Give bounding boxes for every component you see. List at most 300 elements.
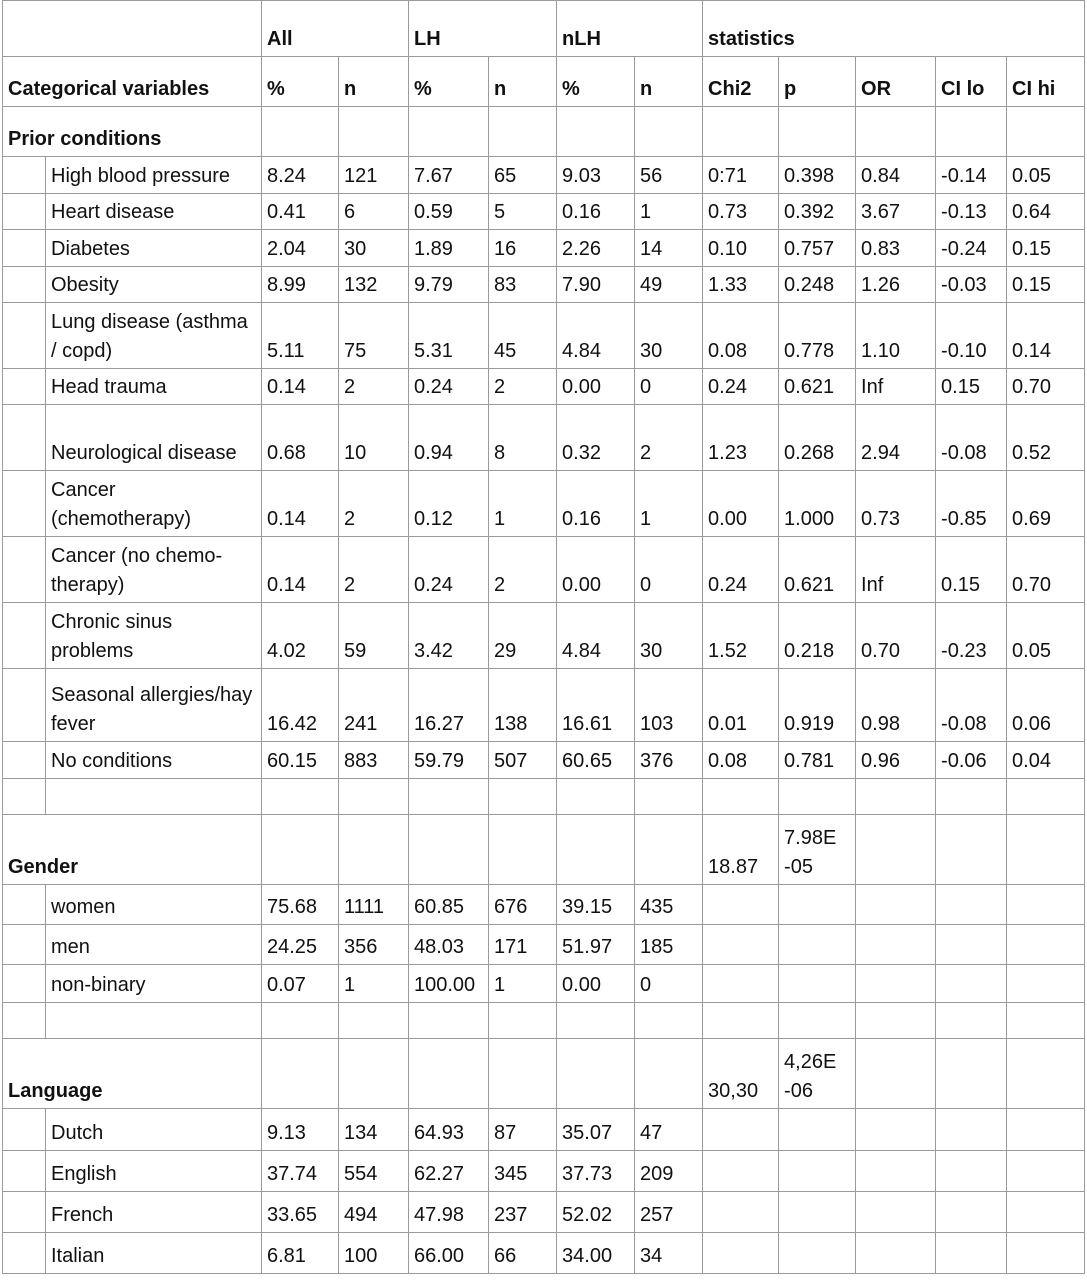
- col-header: OR: [856, 57, 936, 107]
- table-cell: 185: [635, 925, 703, 965]
- table-cell: 134: [339, 1109, 409, 1151]
- table-row: [3, 405, 1085, 471]
- table-row: [3, 267, 1085, 303]
- table-cell: 241: [339, 669, 409, 742]
- indent-cell: [3, 194, 46, 230]
- empty-cell: [703, 1003, 779, 1039]
- empty-cell: [409, 1003, 489, 1039]
- table-cell: 0.218: [779, 603, 856, 669]
- empty-cell: [557, 815, 635, 885]
- empty-cell: [262, 1003, 339, 1039]
- indent-cell: [3, 267, 46, 303]
- section-header-row: [3, 1039, 1085, 1109]
- table-cell: 3.67: [856, 194, 936, 230]
- table-cell: 0.16: [557, 194, 635, 230]
- table-cell: 0.69: [1007, 471, 1085, 537]
- table-cell: 237: [489, 1192, 557, 1233]
- empty-cell: [262, 1039, 339, 1109]
- table-cell: 75.68: [262, 885, 339, 925]
- table-cell: 7.90: [557, 267, 635, 303]
- table-cell: [936, 1233, 1007, 1274]
- table-cell: Inf: [856, 369, 936, 405]
- table-cell: 494: [339, 1192, 409, 1233]
- indent-cell: [3, 369, 46, 405]
- table-cell: 51.97: [557, 925, 635, 965]
- table-cell: 8.24: [262, 157, 339, 194]
- indent-cell: [3, 405, 46, 471]
- col-header: Chi2: [703, 57, 779, 107]
- table-cell: 0.24: [409, 537, 489, 603]
- table-cell: -0.08: [936, 669, 1007, 742]
- data-table: [2, 0, 1085, 1274]
- table-cell: 0: [635, 965, 703, 1003]
- empty-cell: [557, 779, 635, 815]
- col-header: n: [635, 57, 703, 107]
- table-cell: 0.00: [557, 369, 635, 405]
- table-cell: 0.268: [779, 405, 856, 471]
- table-cell: [936, 965, 1007, 1003]
- empty-cell: [489, 107, 557, 157]
- indent-cell: [3, 1192, 46, 1233]
- table-cell: 171: [489, 925, 557, 965]
- table-cell: [703, 965, 779, 1003]
- table-cell: -0.13: [936, 194, 1007, 230]
- table-cell: [703, 1151, 779, 1192]
- empty-cell: [936, 107, 1007, 157]
- table-cell: 66: [489, 1233, 557, 1274]
- table-cell: 0.07: [262, 965, 339, 1003]
- empty-cell: [936, 815, 1007, 885]
- table-cell: [1007, 925, 1085, 965]
- table-cell: 33.65: [262, 1192, 339, 1233]
- table-cell: [856, 1151, 936, 1192]
- table-cell: 0.14: [262, 369, 339, 405]
- col-header: p: [779, 57, 856, 107]
- section-chi2: [703, 107, 779, 157]
- empty-cell: [856, 1003, 936, 1039]
- table-cell: 356: [339, 925, 409, 965]
- table-cell: 1.89: [409, 230, 489, 267]
- table-cell: 0.73: [856, 471, 936, 537]
- row-label: French: [46, 1192, 262, 1233]
- table-cell: [703, 1109, 779, 1151]
- table-cell: 9.03: [557, 157, 635, 194]
- table-cell: 676: [489, 885, 557, 925]
- table-row: [3, 669, 1085, 742]
- table-cell: 209: [635, 1151, 703, 1192]
- table-cell: 2: [635, 405, 703, 471]
- section-header-row: [3, 107, 1085, 157]
- empty-cell: [856, 815, 936, 885]
- empty-cell: [409, 779, 489, 815]
- table-cell: 39.15: [557, 885, 635, 925]
- table-cell: 34: [635, 1233, 703, 1274]
- row-label: men: [46, 925, 262, 965]
- table-cell: 0.05: [1007, 157, 1085, 194]
- table-cell: 45: [489, 303, 557, 369]
- table-cell: 30: [635, 303, 703, 369]
- table-cell: 0.621: [779, 537, 856, 603]
- table-row: [3, 885, 1085, 925]
- row-label: High blood pressure: [46, 157, 262, 194]
- indent-cell: [3, 1233, 46, 1274]
- table-cell: 0.01: [703, 669, 779, 742]
- indent-cell: [3, 230, 46, 267]
- empty-cell: [703, 779, 779, 815]
- table-cell: 0.68: [262, 405, 339, 471]
- col-header: n: [339, 57, 409, 107]
- row-label: Heart disease: [46, 194, 262, 230]
- row-label: non-binary: [46, 965, 262, 1003]
- table-cell: 2: [339, 537, 409, 603]
- table-cell: 0.98: [856, 669, 936, 742]
- table-cell: 0.778: [779, 303, 856, 369]
- table-cell: 24.25: [262, 925, 339, 965]
- empty-cell: [635, 107, 703, 157]
- row-label: Dutch: [46, 1109, 262, 1151]
- section-p: 7.98E -05: [779, 815, 856, 885]
- header-column-row: [3, 57, 1085, 107]
- col-header: CI lo: [936, 57, 1007, 107]
- table-cell: 0.52: [1007, 405, 1085, 471]
- table-cell: 66.00: [409, 1233, 489, 1274]
- indent-cell: [3, 669, 46, 742]
- empty-cell: [936, 1039, 1007, 1109]
- empty-cell: [262, 779, 339, 815]
- table-cell: 1.33: [703, 267, 779, 303]
- table-row: [3, 194, 1085, 230]
- table-cell: 29: [489, 603, 557, 669]
- table-cell: [779, 925, 856, 965]
- col-header: %: [262, 57, 339, 107]
- table-cell: 0.96: [856, 742, 936, 779]
- table-cell: 257: [635, 1192, 703, 1233]
- table-cell: 9.79: [409, 267, 489, 303]
- table-cell: 376: [635, 742, 703, 779]
- table-cell: 16.61: [557, 669, 635, 742]
- table-cell: 554: [339, 1151, 409, 1192]
- table-cell: 0.73: [703, 194, 779, 230]
- table-cell: 37.74: [262, 1151, 339, 1192]
- row-label: Seasonal allergies/hay fever: [46, 669, 262, 742]
- section-title: Language: [3, 1039, 262, 1109]
- table-cell: [779, 885, 856, 925]
- table-cell: [1007, 1233, 1085, 1274]
- table-cell: 883: [339, 742, 409, 779]
- empty-cell: [856, 107, 936, 157]
- group-header-lh: LH: [409, 1, 557, 57]
- empty-cell: [489, 815, 557, 885]
- indent-cell: [3, 471, 46, 537]
- table-cell: 0.06: [1007, 669, 1085, 742]
- table-cell: [936, 1109, 1007, 1151]
- table-cell: 0.781: [779, 742, 856, 779]
- table-cell: [703, 885, 779, 925]
- table-row: [3, 925, 1085, 965]
- table-cell: -0.08: [936, 405, 1007, 471]
- table-cell: [856, 885, 936, 925]
- table-cell: 0.05: [1007, 603, 1085, 669]
- table-cell: 37.73: [557, 1151, 635, 1192]
- section-chi2: 18.87: [703, 815, 779, 885]
- table-row: [3, 157, 1085, 194]
- empty-cell: [936, 779, 1007, 815]
- table-cell: [1007, 1192, 1085, 1233]
- table-cell: [703, 1233, 779, 1274]
- table-cell: 1.000: [779, 471, 856, 537]
- table-row: [3, 603, 1085, 669]
- table-cell: 0.757: [779, 230, 856, 267]
- table-cell: 0.14: [262, 537, 339, 603]
- empty-cell: [1007, 815, 1085, 885]
- table-cell: 59.79: [409, 742, 489, 779]
- table-cell: 59: [339, 603, 409, 669]
- indent-cell: [3, 742, 46, 779]
- row-label: Cancer (no chemo-therapy): [46, 537, 262, 603]
- table-cell: 4.84: [557, 603, 635, 669]
- col-header: %: [409, 57, 489, 107]
- row-label: Neurological disease: [46, 405, 262, 471]
- table-cell: 48.03: [409, 925, 489, 965]
- table-cell: [779, 1192, 856, 1233]
- empty-cell: [339, 1003, 409, 1039]
- indent-cell: [3, 1003, 46, 1039]
- section-title: Prior conditions: [3, 107, 262, 157]
- table-cell: 0.08: [703, 303, 779, 369]
- table-cell: [779, 1151, 856, 1192]
- row-label: No conditions: [46, 742, 262, 779]
- empty-cell: [46, 1003, 262, 1039]
- table-cell: 0.41: [262, 194, 339, 230]
- table-cell: 507: [489, 742, 557, 779]
- indent-cell: [3, 885, 46, 925]
- table-cell: -0.85: [936, 471, 1007, 537]
- table-cell: 6: [339, 194, 409, 230]
- table-cell: 0.59: [409, 194, 489, 230]
- table-body: [3, 1, 1085, 1274]
- empty-cell: [856, 1039, 936, 1109]
- table-row: [3, 1109, 1085, 1151]
- table-cell: 64.93: [409, 1109, 489, 1151]
- table-cell: 0.15: [936, 369, 1007, 405]
- group-header-all: All: [262, 1, 409, 57]
- indent-cell: [3, 603, 46, 669]
- table-cell: 132: [339, 267, 409, 303]
- spacer-row: [3, 779, 1085, 815]
- table-cell: [1007, 1109, 1085, 1151]
- table-cell: 435: [635, 885, 703, 925]
- group-header-statistics: statistics: [703, 1, 1085, 57]
- table-cell: 2.04: [262, 230, 339, 267]
- table-cell: 1: [635, 194, 703, 230]
- table-cell: 83: [489, 267, 557, 303]
- empty-cell: [1007, 1039, 1085, 1109]
- table-cell: -0.24: [936, 230, 1007, 267]
- table-cell: 0.83: [856, 230, 936, 267]
- table-cell: [936, 885, 1007, 925]
- table-cell: 60.85: [409, 885, 489, 925]
- empty-cell: [936, 1003, 1007, 1039]
- table-cell: 0.10: [703, 230, 779, 267]
- empty-cell: [1007, 107, 1085, 157]
- table-cell: [1007, 1151, 1085, 1192]
- table-cell: 0.00: [703, 471, 779, 537]
- table-cell: 14: [635, 230, 703, 267]
- table-cell: [779, 1109, 856, 1151]
- empty-cell: [1007, 779, 1085, 815]
- header-corner: [3, 1, 262, 57]
- table-cell: 5: [489, 194, 557, 230]
- table-cell: 0.248: [779, 267, 856, 303]
- table-cell: 0.24: [703, 369, 779, 405]
- table-cell: 0.94: [409, 405, 489, 471]
- table-cell: -0.23: [936, 603, 1007, 669]
- table-cell: 0.14: [262, 471, 339, 537]
- table-cell: 2.94: [856, 405, 936, 471]
- table-cell: 121: [339, 157, 409, 194]
- table-cell: [856, 1233, 936, 1274]
- empty-cell: [635, 779, 703, 815]
- table-cell: 1.10: [856, 303, 936, 369]
- table-cell: 0.24: [703, 537, 779, 603]
- table-cell: 0.919: [779, 669, 856, 742]
- empty-cell: [489, 779, 557, 815]
- table-cell: -0.03: [936, 267, 1007, 303]
- table-cell: 4.84: [557, 303, 635, 369]
- table-cell: 0.14: [1007, 303, 1085, 369]
- empty-cell: [557, 1003, 635, 1039]
- indent-cell: [3, 157, 46, 194]
- table-cell: 47.98: [409, 1192, 489, 1233]
- empty-cell: [262, 107, 339, 157]
- table-row: [3, 965, 1085, 1003]
- indent-cell: [3, 925, 46, 965]
- row-label-header: Categorical variables: [3, 57, 262, 107]
- indent-cell: [3, 779, 46, 815]
- table-cell: 0.70: [1007, 537, 1085, 603]
- empty-cell: [339, 815, 409, 885]
- table-row: [3, 471, 1085, 537]
- table-row: [3, 303, 1085, 369]
- table-cell: 0.00: [557, 965, 635, 1003]
- empty-cell: [489, 1039, 557, 1109]
- table-cell: 2.26: [557, 230, 635, 267]
- table-cell: 0: [635, 537, 703, 603]
- col-header: n: [489, 57, 557, 107]
- table-cell: 1: [489, 471, 557, 537]
- table-cell: [936, 925, 1007, 965]
- table-cell: 47: [635, 1109, 703, 1151]
- table-cell: 0.16: [557, 471, 635, 537]
- table-cell: 2: [489, 537, 557, 603]
- empty-cell: [409, 107, 489, 157]
- table-cell: 0.04: [1007, 742, 1085, 779]
- table-cell: 345: [489, 1151, 557, 1192]
- empty-cell: [409, 815, 489, 885]
- table-cell: 1.26: [856, 267, 936, 303]
- table-cell: [936, 1151, 1007, 1192]
- table-cell: 34.00: [557, 1233, 635, 1274]
- table-cell: -0.10: [936, 303, 1007, 369]
- section-p: [779, 107, 856, 157]
- empty-cell: [635, 1003, 703, 1039]
- table-cell: 52.02: [557, 1192, 635, 1233]
- table-cell: 0.392: [779, 194, 856, 230]
- empty-cell: [856, 779, 936, 815]
- empty-cell: [46, 779, 262, 815]
- table-cell: 0.00: [557, 537, 635, 603]
- table-cell: 0.12: [409, 471, 489, 537]
- table-cell: 75: [339, 303, 409, 369]
- table-cell: 0.15: [1007, 230, 1085, 267]
- table-cell: [1007, 965, 1085, 1003]
- table-cell: 0: [635, 369, 703, 405]
- table-cell: 60.15: [262, 742, 339, 779]
- table-cell: 2: [489, 369, 557, 405]
- col-header: CI hi: [1007, 57, 1085, 107]
- table-cell: -0.06: [936, 742, 1007, 779]
- table-cell: [936, 1192, 1007, 1233]
- table-cell: 100.00: [409, 965, 489, 1003]
- indent-cell: [3, 1109, 46, 1151]
- row-label: Italian: [46, 1233, 262, 1274]
- row-label: women: [46, 885, 262, 925]
- indent-cell: [3, 1151, 46, 1192]
- table-cell: 60.65: [557, 742, 635, 779]
- indent-cell: [3, 537, 46, 603]
- table-cell: Inf: [856, 537, 936, 603]
- table-cell: [1007, 885, 1085, 925]
- section-p: 4,26E -06: [779, 1039, 856, 1109]
- table-cell: [703, 1192, 779, 1233]
- section-chi2: 30,30: [703, 1039, 779, 1109]
- table-cell: 103: [635, 669, 703, 742]
- empty-cell: [779, 779, 856, 815]
- table-cell: 2: [339, 369, 409, 405]
- table-cell: [703, 925, 779, 965]
- table-row: [3, 1192, 1085, 1233]
- table-cell: 0.24: [409, 369, 489, 405]
- table-cell: 3.42: [409, 603, 489, 669]
- group-header-nlh: nLH: [557, 1, 703, 57]
- table-cell: 16: [489, 230, 557, 267]
- table-cell: 8: [489, 405, 557, 471]
- table-cell: 1: [489, 965, 557, 1003]
- empty-cell: [779, 1003, 856, 1039]
- row-label: Head trauma: [46, 369, 262, 405]
- empty-cell: [339, 107, 409, 157]
- table-cell: 30: [635, 603, 703, 669]
- table-cell: 0.70: [1007, 369, 1085, 405]
- table-cell: 56: [635, 157, 703, 194]
- table-cell: 87: [489, 1109, 557, 1151]
- row-label: Obesity: [46, 267, 262, 303]
- empty-cell: [409, 1039, 489, 1109]
- table-cell: 49: [635, 267, 703, 303]
- row-label: Chronic sinus problems: [46, 603, 262, 669]
- table-cell: 5.11: [262, 303, 339, 369]
- indent-cell: [3, 303, 46, 369]
- table-row: [3, 1233, 1085, 1274]
- table-row: [3, 230, 1085, 267]
- table-cell: 16.27: [409, 669, 489, 742]
- indent-cell: [3, 965, 46, 1003]
- table-cell: 9.13: [262, 1109, 339, 1151]
- empty-cell: [339, 779, 409, 815]
- table-cell: 0.70: [856, 603, 936, 669]
- table-cell: 1: [635, 471, 703, 537]
- table-cell: 35.07: [557, 1109, 635, 1151]
